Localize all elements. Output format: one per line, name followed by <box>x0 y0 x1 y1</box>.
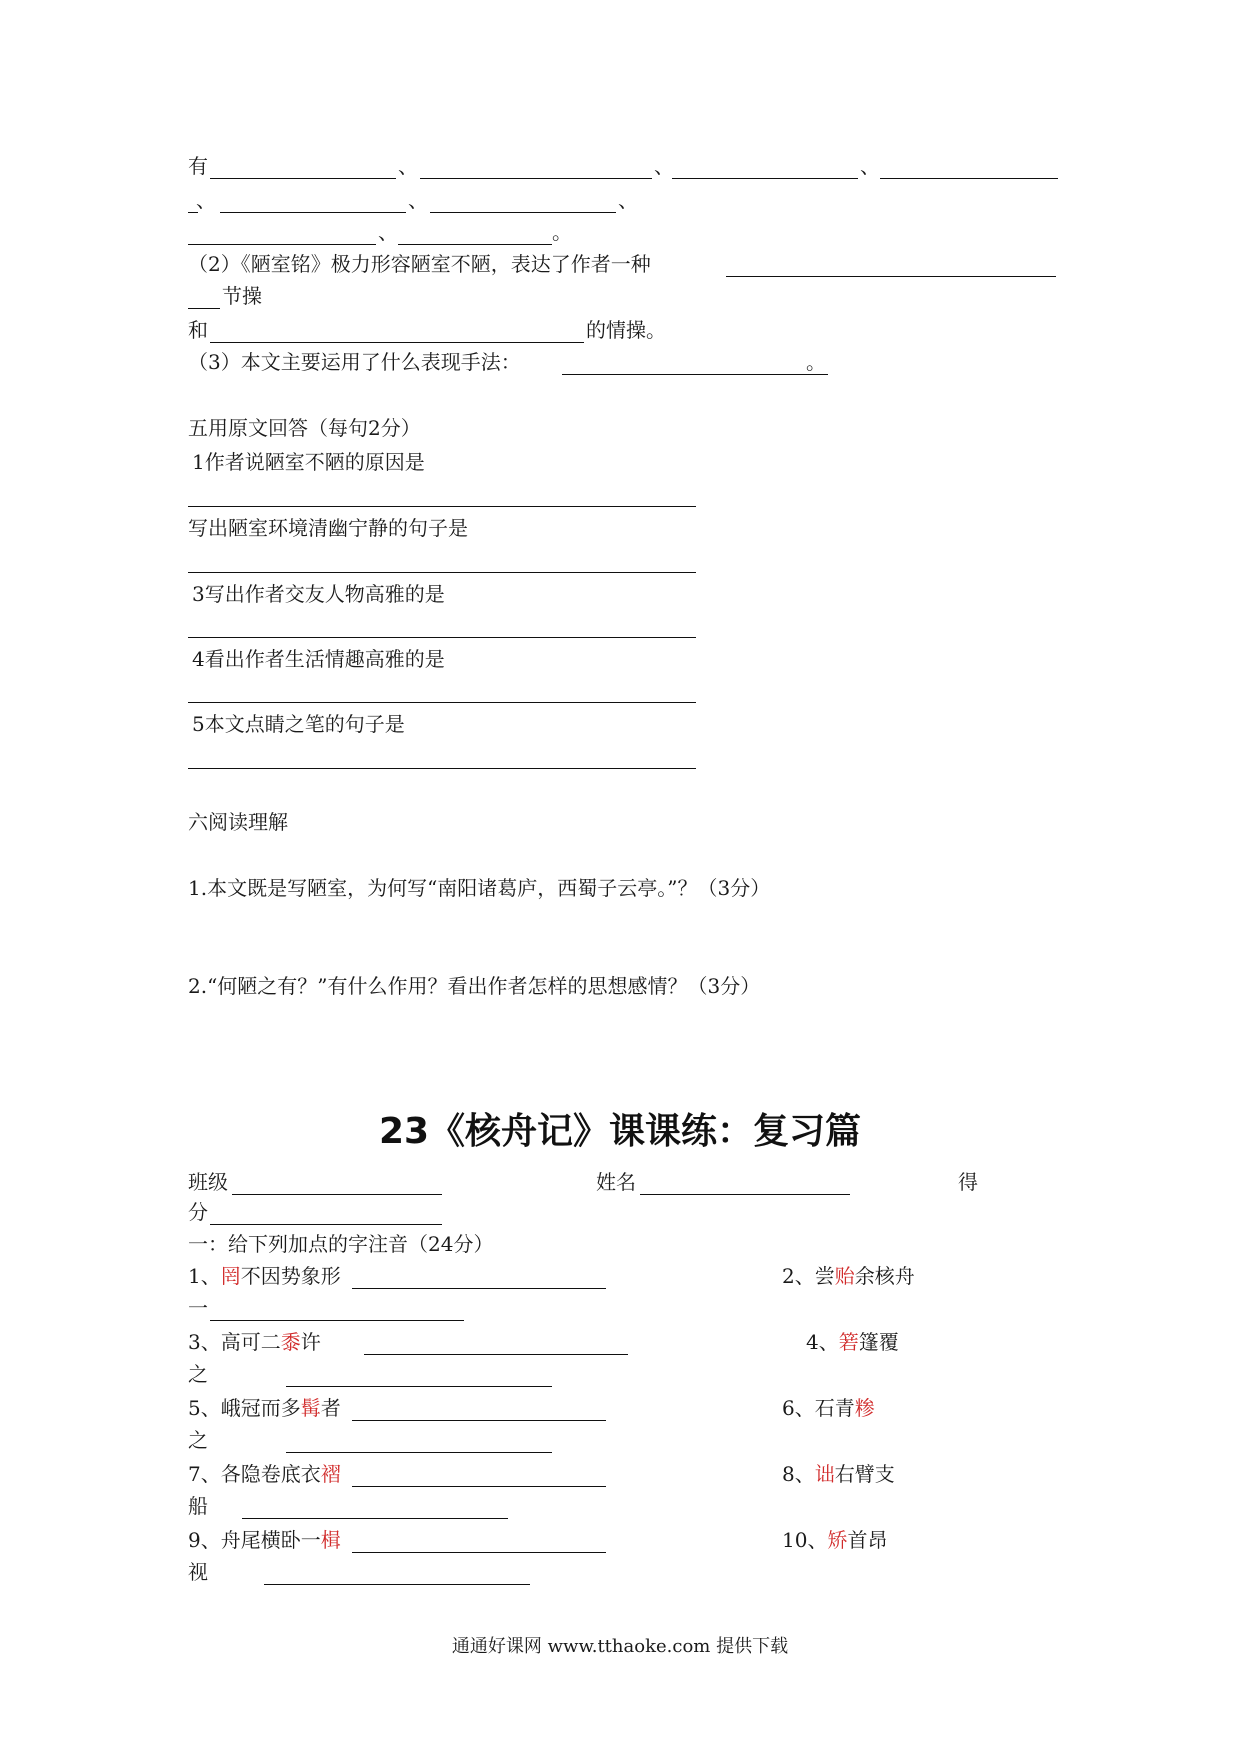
question-2-text: （2）《陋室铭》极力形容陋室不陋，表达了作者一种 <box>188 252 651 276</box>
answer-blank[interactable] <box>242 1518 508 1519</box>
separator: 、 <box>196 188 216 212</box>
answer-blank[interactable] <box>880 178 1058 179</box>
reading-question-2: 2.“何陋之有？”有什么作用？看出作者怎样的思想感情？（3分） <box>188 974 761 998</box>
answer-blank[interactable] <box>352 1552 606 1553</box>
answer-line[interactable] <box>188 637 696 638</box>
dotted-char: 贻 <box>834 1264 855 1288</box>
score-label: 得 <box>958 1170 978 1194</box>
name-field[interactable] <box>640 1194 850 1195</box>
question-2-text: 节操 <box>222 284 262 308</box>
answer-blank[interactable] <box>352 1288 606 1289</box>
worksheet-title: 23《核舟记》课课练：复习篇 <box>378 1111 862 1152</box>
answer-blank[interactable] <box>430 212 616 213</box>
answer-blank[interactable] <box>364 1354 628 1355</box>
pinyin-item: 5、峨冠而多髯者 <box>188 1396 341 1420</box>
question-2-text: 的情操。 <box>586 318 666 342</box>
answer-line[interactable] <box>188 572 696 573</box>
separator: 、 <box>860 154 880 178</box>
answer-blank[interactable] <box>398 244 552 245</box>
answer-blank[interactable] <box>562 374 828 375</box>
pinyin-item: 4、箬篷覆 <box>806 1330 899 1354</box>
answer-blank[interactable] <box>352 1420 606 1421</box>
period: 。 <box>552 220 572 244</box>
dotted-char: 箬 <box>838 1330 859 1354</box>
pinyin-item: 3、高可二黍许 <box>188 1330 321 1354</box>
question-item: 3写出作者交友人物高雅的是 <box>192 582 445 606</box>
separator: 、 <box>618 188 638 212</box>
answer-line[interactable] <box>188 702 696 703</box>
separator: 、 <box>654 154 674 178</box>
answer-blank[interactable] <box>188 308 220 309</box>
pinyin-item: 2、尝贻余核舟 <box>782 1264 915 1288</box>
class-label: 班级 <box>188 1170 228 1194</box>
pinyin-item: 6、石青糁 <box>782 1396 875 1420</box>
page-footer: 通通好课网 www.tthaoke.com 提供下载 <box>451 1636 789 1657</box>
answer-blank[interactable] <box>210 1320 464 1321</box>
pinyin-item-cont: 之 <box>188 1362 208 1386</box>
separator: 、 <box>408 188 428 212</box>
dotted-char: 罔 <box>220 1264 241 1288</box>
answer-blank[interactable] <box>726 276 1056 277</box>
pinyin-item-cont: 视 <box>188 1560 208 1584</box>
score-field[interactable] <box>210 1224 442 1225</box>
reading-question-1: 1.本文既是写陋室，为何写“南阳诸葛庐，西蜀子云亭。”？（3分） <box>188 876 771 900</box>
name-label: 姓名 <box>596 1170 636 1194</box>
dotted-char: 糁 <box>854 1396 875 1420</box>
dotted-char: 诎 <box>814 1462 835 1486</box>
answer-line[interactable] <box>188 768 696 769</box>
answer-blank[interactable] <box>210 342 584 343</box>
answer-blank[interactable] <box>420 178 652 179</box>
answer-blank[interactable] <box>286 1386 552 1387</box>
answer-blank[interactable] <box>210 178 396 179</box>
dotted-char: 黍 <box>280 1330 301 1354</box>
question-2-text: 和 <box>188 318 208 342</box>
dotted-char: 楫 <box>320 1528 341 1552</box>
class-field[interactable] <box>232 1194 442 1195</box>
answer-blank[interactable] <box>220 212 406 213</box>
dotted-char: 髯 <box>300 1396 321 1420</box>
answer-line[interactable] <box>188 506 696 507</box>
pinyin-item: 9、舟尾横卧一楫 <box>188 1528 341 1552</box>
question-3-text: （3）本文主要运用了什么表现手法： <box>188 350 521 374</box>
answer-blank[interactable] <box>188 244 376 245</box>
pinyin-item-cont: 一 <box>188 1296 208 1320</box>
section-5-heading: 五用原文回答（每句2分） <box>188 416 421 440</box>
pinyin-item: 7、各隐卷底衣褶 <box>188 1462 341 1486</box>
answer-blank[interactable] <box>188 212 198 213</box>
pinyin-item: 1、罔不因势象形 <box>188 1264 341 1288</box>
answer-blank[interactable] <box>672 178 858 179</box>
question-item: 4看出作者生活情趣高雅的是 <box>192 647 445 671</box>
dotted-char: 褶 <box>320 1462 341 1486</box>
question-item: 5本文点睛之笔的句子是 <box>192 712 405 736</box>
pinyin-item: 10、矫首昂 <box>782 1528 888 1552</box>
section-1-heading: 一：给下列加点的字注音（24分） <box>188 1232 494 1256</box>
separator: 、 <box>378 220 398 244</box>
score-label: 分 <box>188 1200 208 1224</box>
dotted-char: 矫 <box>827 1528 848 1552</box>
question-item: 1作者说陋室不陋的原因是 <box>192 450 425 474</box>
answer-prefix: 有 <box>188 154 208 178</box>
separator: 、 <box>398 154 418 178</box>
pinyin-item: 8、诎右臂支 <box>782 1462 895 1486</box>
pinyin-item-cont: 船 <box>188 1494 208 1518</box>
pinyin-item-cont: 之 <box>188 1428 208 1452</box>
answer-blank[interactable] <box>352 1486 606 1487</box>
period: 。 <box>806 350 826 374</box>
answer-blank[interactable] <box>264 1584 530 1585</box>
answer-blank[interactable] <box>286 1452 552 1453</box>
question-item: 写出陋室环境清幽宁静的句子是 <box>188 516 468 540</box>
section-6-heading: 六阅读理解 <box>188 810 288 834</box>
